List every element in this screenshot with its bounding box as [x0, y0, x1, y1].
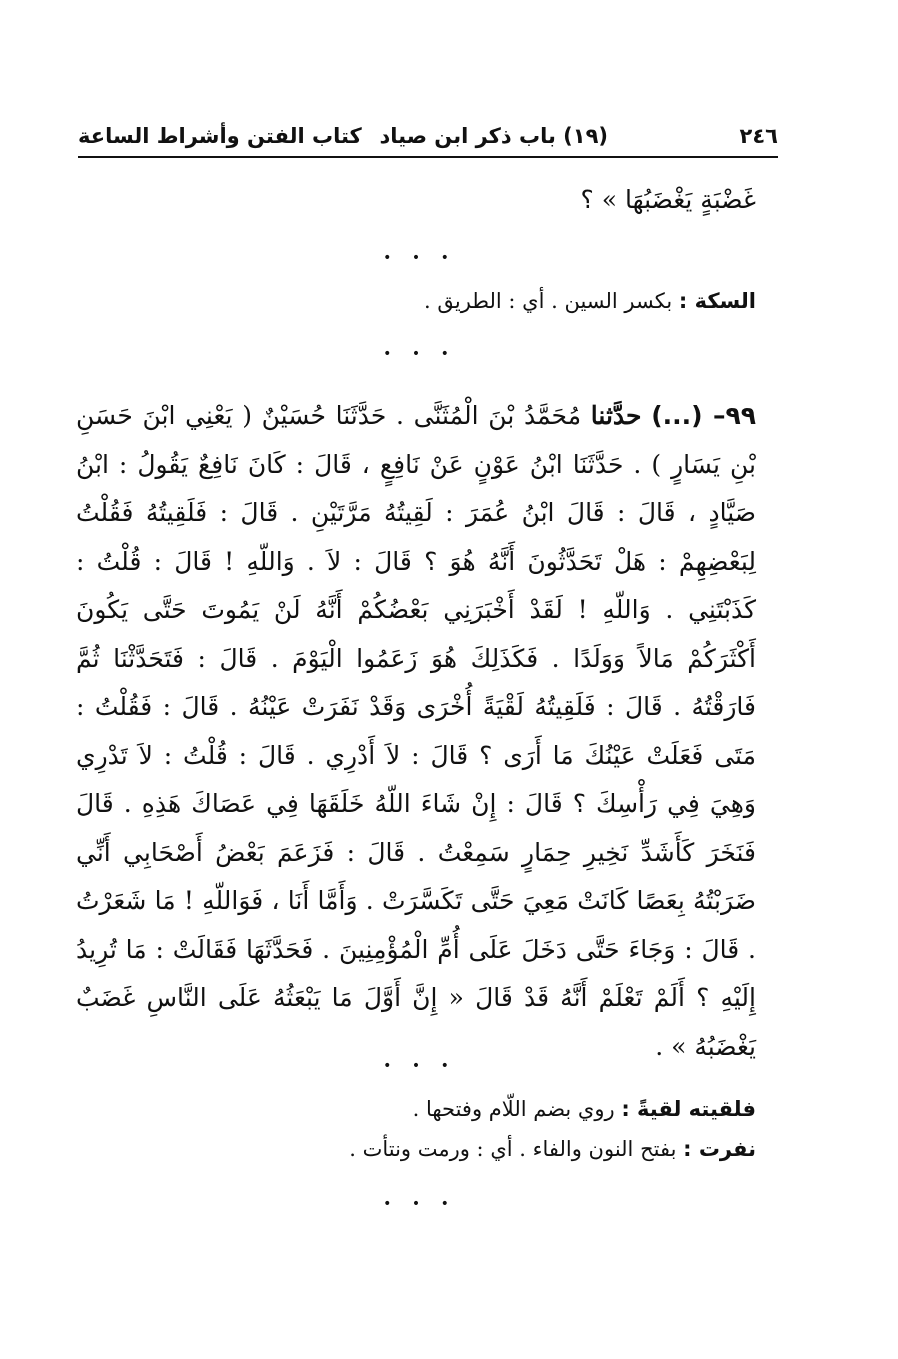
gloss-term: نفرت : [683, 1137, 756, 1161]
separator: • • • [383, 1196, 457, 1212]
header-rule [78, 156, 778, 158]
running-header [78, 118, 778, 154]
gloss-sikka [424, 284, 756, 318]
intro-line: غَضْبَةٍ يَغْضَبُهَا » ؟ [580, 185, 756, 214]
hadith-text: مُحَمَّدُ بْنَ الْمُثَنَّى . حَدَّثَنَا حُسَيْنٌ ( يَعْنِي ابْنَ حَسَنِ بْنِ يَسَارٍ ) . حَدَّثَنَا ابْنُ عَوْنٍ عَنْ نَافِعٍ ، قَالَ : كَانَ نَافِعٌ يَقُولُ : ابْنُ صَيَّادٍ ، قَالَ : قَالَ ابْنُ عُمَرَ : لَقِيتُهُ مَرَّتَيْنِ . قَالَ : فَلَقِيتُهُ فَقُلْتُ لِبَعْضِهِمْ : هَلْ تَحَدَّثُونَ أَنَّهُ هُوَ ؟ قَالَ : لاَ . وَاللّهِ ! قَالَ : قُلْتُ : كَذَبْتَنِي . وَاللّهِ ! لَقَدْ أَخْبَرَنِي بَعْضُكُمْ أَنَّهُ لَنْ يَمُوتَ حَتَّى يَكُونَ أَكْثَرَكُمْ مَالاً وَوَلَدًا . فَكَذَلِكَ هُوَ زَعَمُوا الْيَوْمَ . قَالَ : فَتَحَدَّثْنَا ثُمَّ فَارَقْتُهُ . قَالَ : فَلَقِيتُهُ لَقْيَةً أُخْرَى وَقَدْ نَفَرَتْ عَيْنُهُ . قَالَ : فَقُلْتُ : مَتَى فَعَلَتْ عَيْنُكَ مَا أَرَى ؟ قَالَ : لاَ أَدْرِي . قَالَ : قُلْتُ : لاَ تَدْرِي وَهِيَ فِي رَأْسِكَ ؟ قَالَ : إِنْ شَاءَ اللّهُ خَلَقَهَا فِي عَصَاكَ هَذِهِ . قَالَ فَنَخَرَ كَأَشَدِّ نَخِيرِ حِمَارٍ سَمِعْتُ . قَالَ : فَزَعَمَ بَعْضُ أَصْحَابِي أَنِّي ضَرَبْتُهُ بِعَصًا كَانَتْ مَعِيَ حَتَّى تَكَسَّرَتْ . وَأَمَّا أَنَا ، فَوَاللّهِ ! مَا شَعَرْتُ . قَالَ : وَجَاءَ حَتَّى دَخَلَ عَلَى أُمِّ الْمُؤْمِنِينَ . فَحَدَّثَهَا فَقَالَتْ : مَا تُرِيدُ إِلَيْهِ ؟ أَلَمْ تَعْلَمْ أَنَّهُ قَدْ قَالَ « إِنَّ أَوَّلَ مَا يَبْعَثُهُ عَلَى النَّاسِ غَضَبٌ يَغْضَبُهُ » . [76, 401, 756, 1061]
hadith-number: ٩٩– (...) [651, 401, 757, 430]
gloss-laqya [413, 1092, 756, 1126]
hadith-lead: حدَّثنا [590, 401, 642, 430]
gloss-text: روي بضم اللّام وفتحها . [412, 1097, 615, 1121]
book-title: كتاب الفتن وأشراط الساعة [78, 124, 362, 148]
separator: • • • [383, 346, 457, 362]
separator: • • • [383, 1058, 457, 1074]
gloss-term: فلقيته لقيةً : [621, 1097, 756, 1121]
separator: • • • [383, 250, 457, 266]
gloss-text: بكسر السين . أي : الطريق . [423, 289, 673, 313]
page-number: ٢٤٦ [739, 124, 778, 148]
gloss-term: السكة : [678, 289, 756, 313]
hadith-paragraph [76, 392, 756, 1071]
gloss-nafarat [349, 1132, 756, 1166]
chapter-title: (١٩) باب ذكر ابن صياد [379, 124, 608, 148]
gloss-text: بفتح النون والفاء . أي : ورمت ونتأت . [349, 1137, 677, 1161]
